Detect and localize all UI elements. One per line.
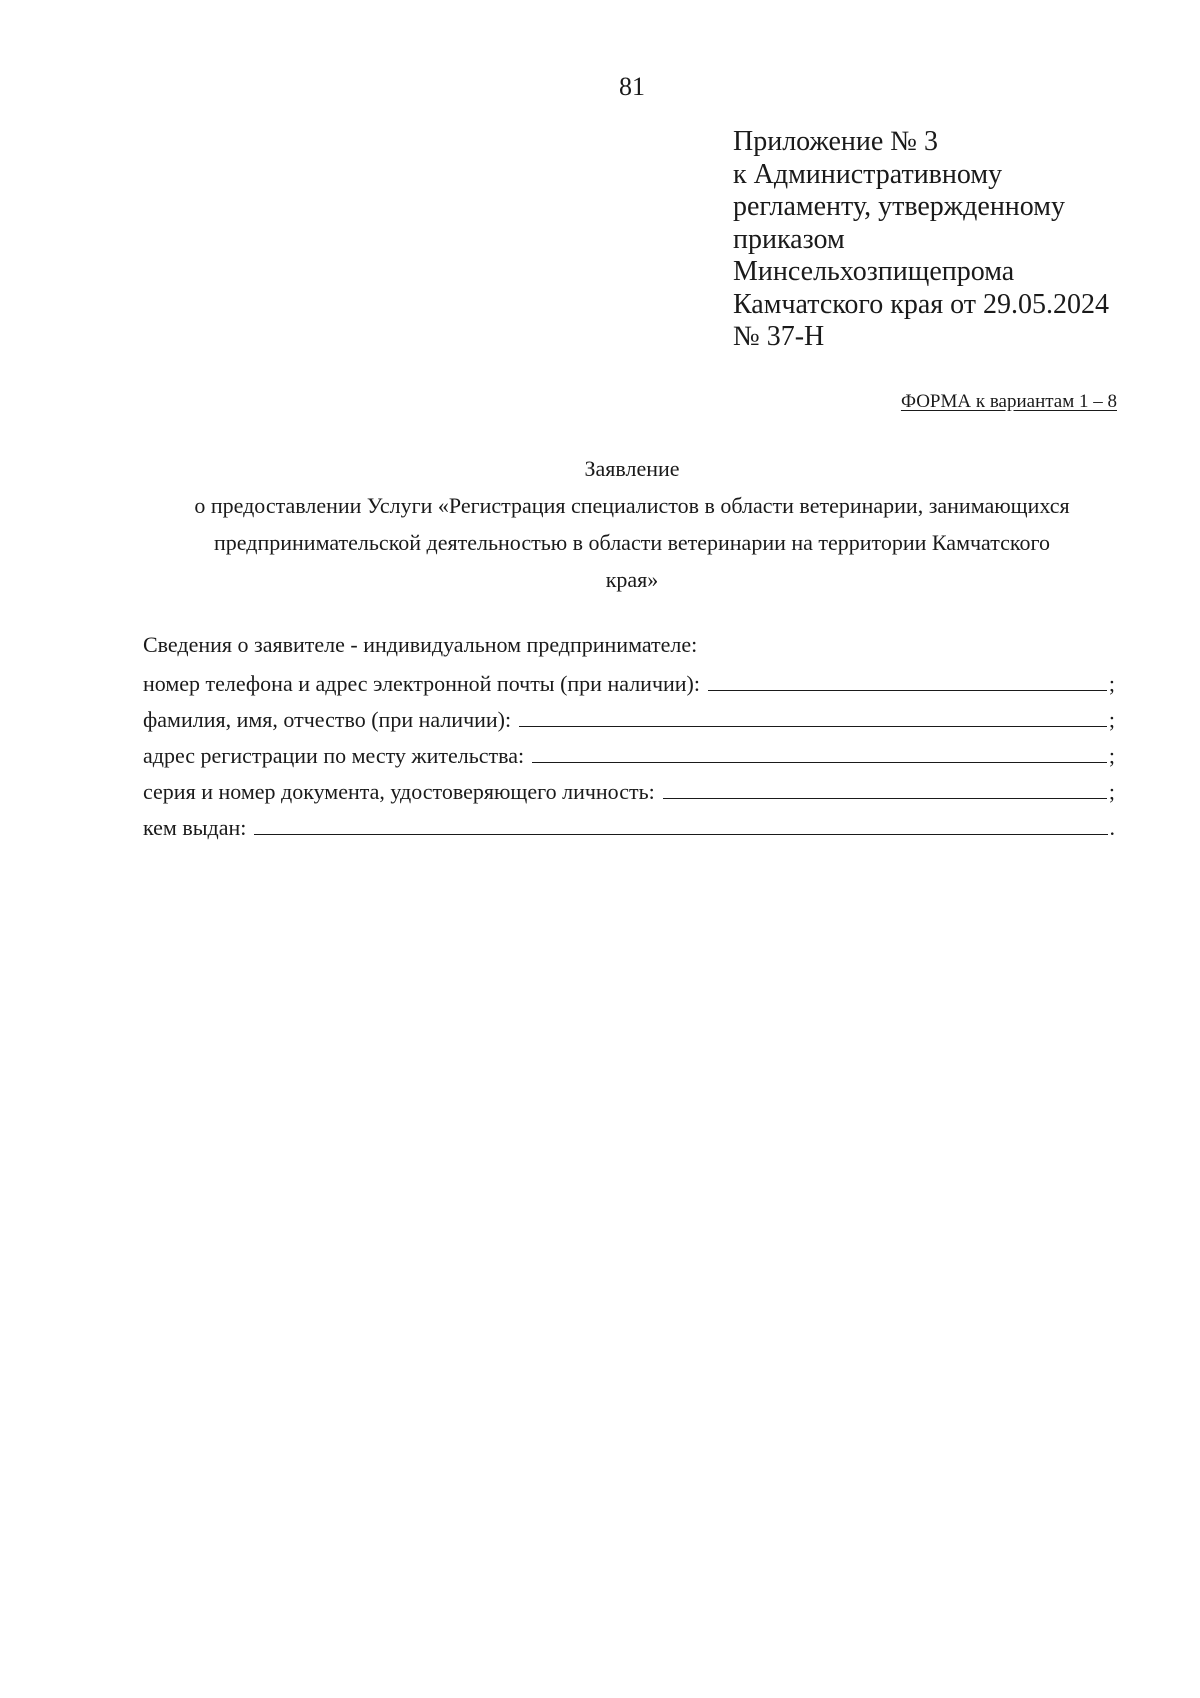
appendix-header xyxy=(733,126,1173,354)
applicant-section xyxy=(143,632,1115,848)
fill-in-line[interactable] xyxy=(532,740,1107,763)
field-label: номер телефона и адрес электронной почты (при наличии): xyxy=(143,671,700,696)
appendix-line: Камчатского края от 29.05.2024 xyxy=(733,288,1109,320)
title-line: о предоставлении Услуги «Регистрация специалистов в области ветеринарии, занимающихся xyxy=(194,493,1070,518)
appendix-line: к Административному xyxy=(733,158,1003,190)
title-line: края» xyxy=(605,567,659,592)
field-label: кем выдан: xyxy=(143,815,247,840)
title-heading: Заявление xyxy=(584,456,680,481)
field-terminator: ; xyxy=(1108,779,1115,804)
title-line: предпринимательской деятельностью в области ветеринарии на территории Камчатского xyxy=(214,530,1050,555)
section-heading xyxy=(143,632,1115,668)
field-terminator: ; xyxy=(1108,743,1115,768)
appendix-line: № 37-Н xyxy=(733,321,825,352)
field-id-document xyxy=(143,776,1115,812)
page-number: 81 xyxy=(619,72,645,101)
field-phone-email xyxy=(143,668,1115,704)
fill-in-line[interactable] xyxy=(519,704,1107,727)
document-title xyxy=(140,450,1124,598)
fill-in-line[interactable] xyxy=(708,668,1107,691)
appendix-line: регламенту, утвержденному xyxy=(733,191,1065,222)
field-label: серия и номер документа, удостоверяющего личность: xyxy=(143,779,655,804)
field-registration-address xyxy=(143,740,1115,776)
field-terminator: . xyxy=(1109,815,1115,840)
field-terminator: ; xyxy=(1108,707,1115,732)
appendix-line: Приложение № 3 xyxy=(733,126,938,157)
fill-in-line[interactable] xyxy=(254,812,1107,835)
field-terminator: ; xyxy=(1108,671,1115,696)
field-label: адрес регистрации по месту жительства: xyxy=(143,743,525,768)
form-variant-label: ФОРМА к вариантам 1 – 8 xyxy=(900,391,1117,412)
field-issued-by xyxy=(143,812,1115,848)
appendix-line: Минсельхозпищепрома xyxy=(733,256,1015,287)
appendix-line: приказом xyxy=(733,223,845,255)
field-label: фамилия, имя, отчество (при наличии): xyxy=(143,707,512,732)
fill-in-line[interactable] xyxy=(663,776,1107,799)
section-heading-text: Сведения о заявителе - индивидуальном предпринимателе: xyxy=(143,632,698,657)
field-full-name xyxy=(143,704,1115,740)
